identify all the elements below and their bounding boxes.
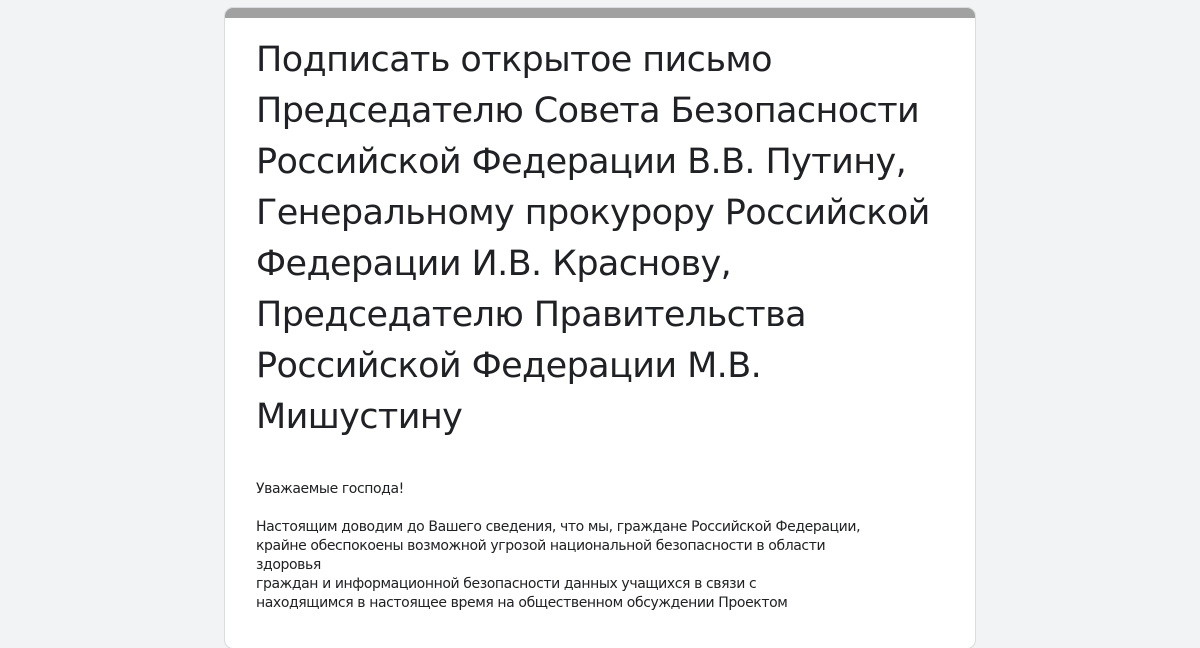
- description-greeting: Уважаемые господа!: [256, 481, 404, 497]
- card-accent-bar: [225, 8, 975, 18]
- form-description: [256, 480, 956, 613]
- form-header-card: [225, 8, 975, 648]
- description-body: Настоящим доводим до Вашего сведения, что мы, граждане Российской Федерации, крайне обеспокоены возможной угрозой национальной безопасности в области здоровья граждан и информационной безопасности данных учащихся в связи с находящимся в настоящее время на общественном обсуждении Проектом: [256, 519, 861, 611]
- form-title: Подписать открытое письмо Председателю Совета Безопасности Российской Федерации В.В. Путину, Генеральному прокурору Российской Федерации И.В. Краснову, Председателю Правительства Российской Федерации М.В. Мишустину: [256, 40, 930, 437]
